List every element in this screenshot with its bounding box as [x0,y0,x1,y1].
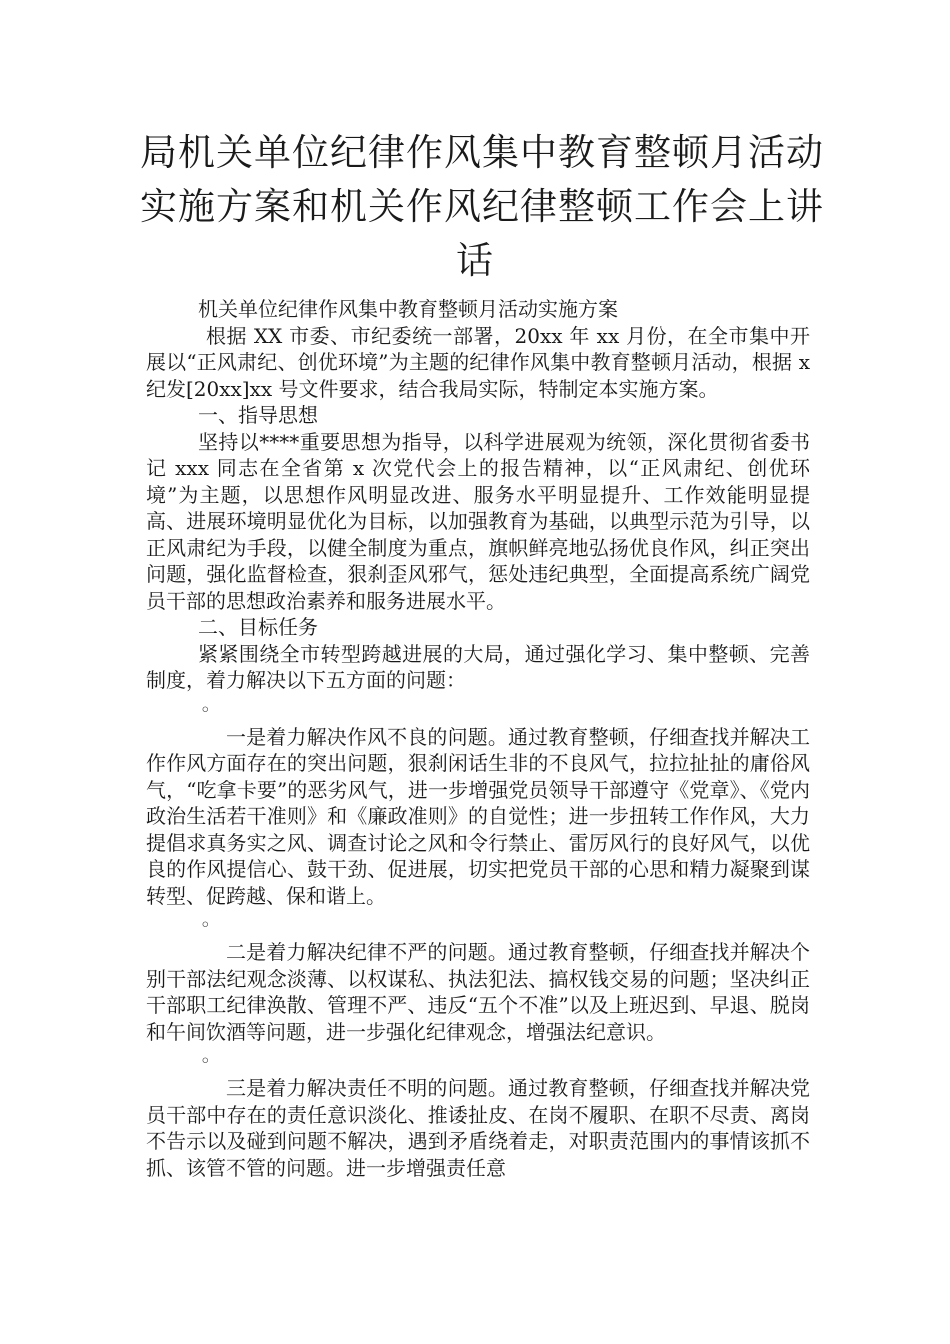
paragraph-item-3: 三是着力解决责任不明的问题。通过教育整顿，仔细查找并解决党员干部中存在的责任意识淡化、推诿扯皮、在岗不履职、在职不尽责、离岗不告示以及碰到问题不解决，遇到矛盾绕着走，对职责范围内的事情该抓不抓、该管不管的问题。进一步增强责任意 [146,1076,810,1180]
title-line-2: 实施方案和机关作风纪律整顿工作会上讲 [140,185,824,228]
paragraph-item-1: 一是着力解决作风不良的问题。通过教育整顿，仔细查找并解决工作作风方面存在的突出问题，狠刹闲话生非的不良风气，拉拉扯扯的庸俗风气，“吃拿卡要”的恶劣风气，进一步增强党员领导干部遵守《党章》、《党内政治生活若干准则》和《廉政准则》的自觉性；进一步扭转工作作风，大力提倡求真务实之风、调查讨论之风和令行禁止、雷厉风行的良好风气，以优良的作风提信心、鼓干劲、促进展，切实把党员干部的心思和精力凝聚到谋转型、促跨越、保和谐上。 [146,724,810,908]
paragraph-objectives: 紧紧围绕全市转型跨越进展的大局，通过强化学习、集中整顿、完善制度，着力解决以下五方面的问题： [146,641,810,692]
paragraph-guiding-ideology: 坚持以****重要思想为指导，以科学进展观为统领，深化贯彻省委书记 xxx 同志在全省第 x 次党代会上的报告精神，以“正风肃纪、创优环境”为主题，以思想作风明显改进、服务水平明显提升、工作效能明显提高、进展环境明显优化为目标，以加强教育为基础，以典型示范为引导，以正风肃纪为手段，以健全制度为重点，旗帜鲜亮地弘扬优良作风，纠正突出问题，强化监督检查，狠刹歪风邪气，惩处违纪典型，全面提高系统广阔党员干部的思想政治素养和服务进展水平。 [146,429,810,613]
bullet-marker-3: ◦ [200,1051,211,1072]
paragraph-item-2: 二是着力解决纪律不严的问题。通过教育整顿，仔细查找并解决个别干部法纪观念淡薄、以权谋私、执法犯法、搞权钱交易的问题；坚决纠正干部职工纪律涣散、管理不严、违反“五个不准”以及上班迟到、早退、脱岗和午间饮酒等问题，进一步强化纪律观念，增强法纪意识。 [146,940,810,1044]
title-line-3: 话 [456,239,494,282]
bullet-marker-2: ◦ [200,915,211,936]
section-heading-objectives: 二、目标任务 [198,615,318,639]
section-heading-guiding-ideology: 一、指导思想 [198,403,318,427]
document-body [146,296,810,1181]
bullet-marker-1: ◦ [200,699,211,721]
title-line-1: 局机关单位纪律作风集中教育整顿月活动 [140,131,824,174]
document-title [140,126,824,288]
document-subtitle: 机关单位纪律作风集中教育整顿月活动实施方案 [198,297,618,321]
intro-paragraph: 根据 XX 市委、市纪委统一部署，20xx 年 xx 月份，在全市集中开展以“正风肃纪、创优环境”为主题的纪律作风集中教育整顿月活动，根据 x 纪发[20xx]xx 号文件要求，结合我局实际，特制定本实施方案。 [146,323,810,401]
